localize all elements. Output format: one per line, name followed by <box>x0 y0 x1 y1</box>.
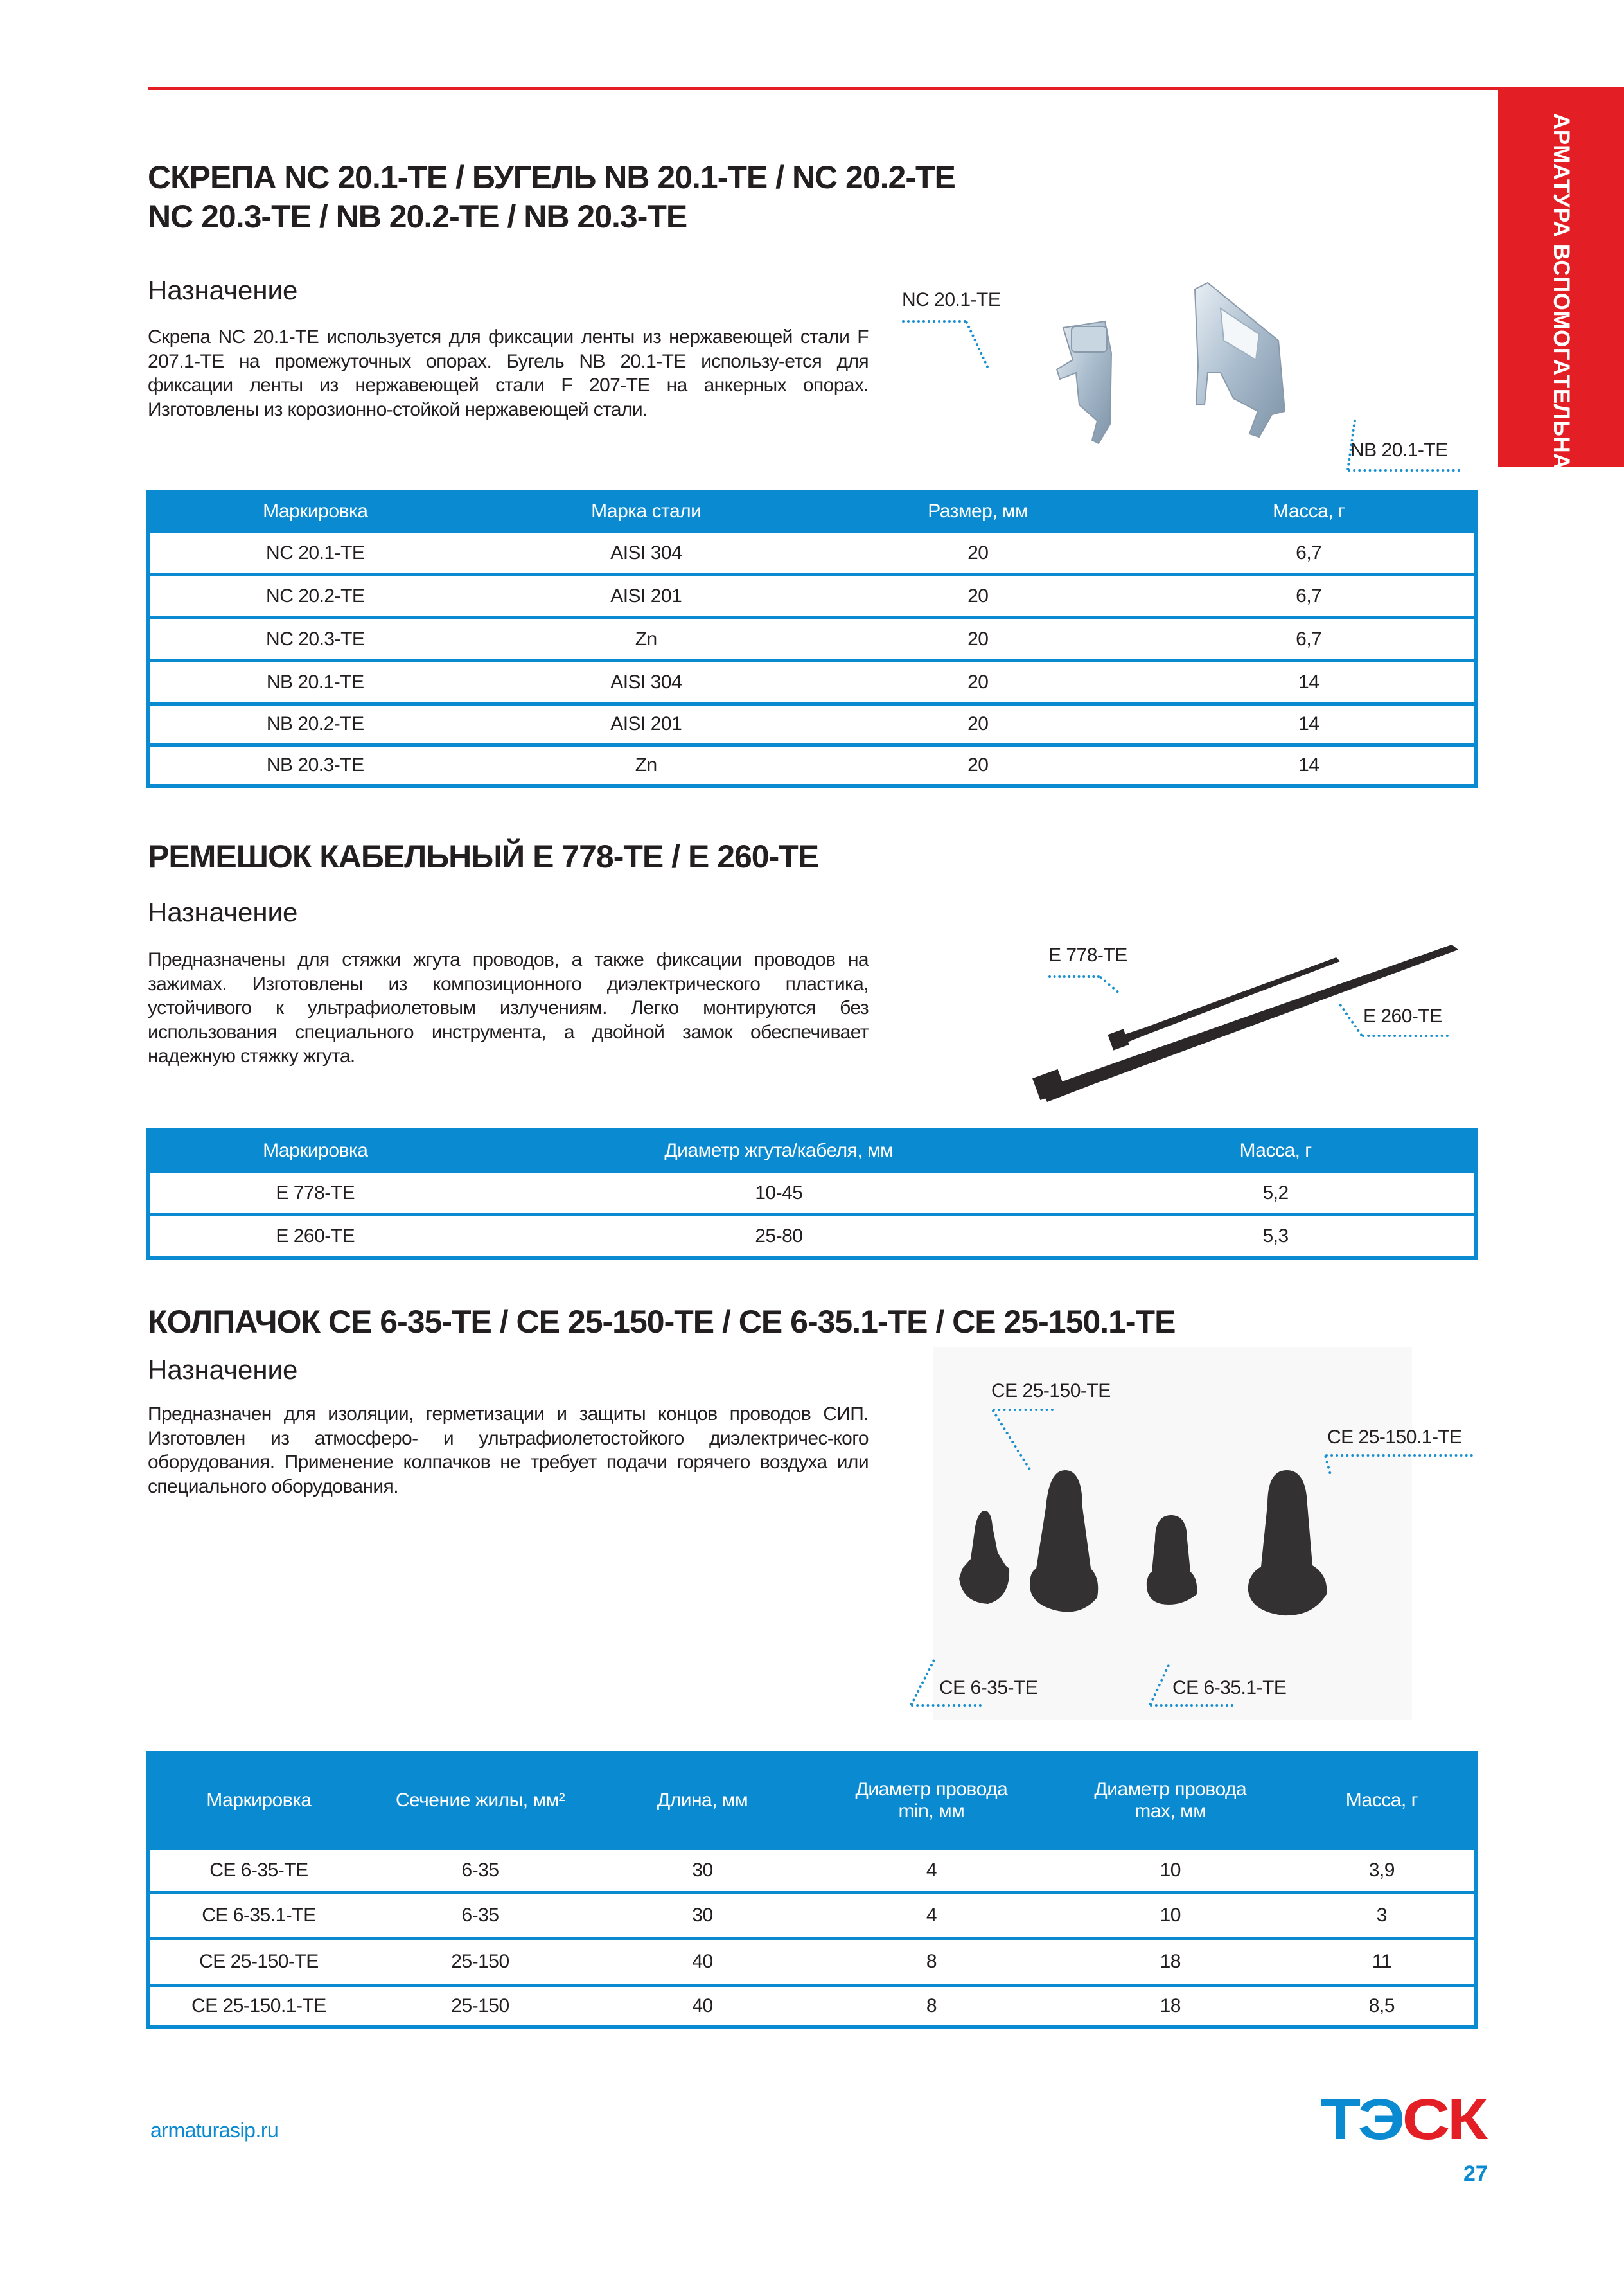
logo-part-red: СК <box>1402 2088 1485 2152</box>
tesk-logo <box>1320 2088 1485 2152</box>
section-side-tab <box>1498 87 1624 486</box>
cell-marking: CE 6-35.1-TE <box>148 1892 367 1938</box>
table-row <box>148 1848 1476 1892</box>
cell-wire-diameter-max: 10 <box>1051 1892 1290 1938</box>
col-header-wire-diameter-max-line-2: max, мм <box>1134 1800 1206 1822</box>
table-row <box>148 1938 1476 1985</box>
cell-marking: CE 25-150.1-TE <box>148 1985 367 2027</box>
callout-ce6351-leader-horizontal <box>1150 1704 1233 1707</box>
col-header-wire-diameter-min-line-2: min, мм <box>898 1800 965 1822</box>
cell-mass: 3 <box>1290 1892 1476 1938</box>
table-header-row <box>148 492 1476 531</box>
cell-marking: NB 20.2-TE <box>148 704 481 745</box>
col-header-mass: Масса, г <box>1077 1130 1476 1171</box>
col-header-wire-diameter-max-line-1: Диаметр провода <box>1094 1779 1247 1800</box>
callout-nc-leader-horizontal <box>902 320 966 323</box>
cell-mass: 11 <box>1290 1938 1476 1985</box>
cell-wire-diameter-max: 10 <box>1051 1848 1290 1892</box>
table-row <box>148 574 1476 618</box>
callout-ce-6-35: CE 6-35-TE <box>939 1677 1038 1698</box>
cell-cross-section: 6-35 <box>367 1892 593 1938</box>
col-header-wire-diameter-min <box>812 1753 1051 1848</box>
side-tab-label: АРМАТУРА ВСПОМОГАТЕЛЬНАЯ <box>1549 113 1574 486</box>
section-3-title-line-1: КОЛПАЧОК CE 6-35-TE / CE 25-150-TE / CE 6-35.1-TE / CE 25-150.1-TE <box>148 1304 1176 1340</box>
callout-e778-leader-horizontal <box>1048 975 1100 978</box>
callout-nc-leader-diagonal <box>965 321 989 368</box>
cell-marking: NC 20.3-TE <box>148 618 481 661</box>
cell-marking: CE 25-150-TE <box>148 1938 367 1985</box>
section-1-title-line-2: NC 20.3-TE / NB 20.2-TE / NB 20.3-TE <box>148 199 687 235</box>
table-row <box>148 745 1476 786</box>
table-row <box>148 1214 1476 1258</box>
cell-steel-grade: Zn <box>481 745 813 786</box>
col-header-wire-diameter-max <box>1051 1753 1290 1848</box>
caps-spec-table <box>146 1751 1478 2029</box>
section-2-description: Предназначены для стяжки жгута проводов, а также фиксации проводов на зажимах. Изготовлены из композиционного диэлектрического пластика, устойчивого к ультрафиолетовым излучениям. Легко монтируются без использования специального инструмента, а двойной замок обеспечивает надежную стяжку жгута. <box>148 949 869 1067</box>
table-row <box>148 1892 1476 1938</box>
table-header-row <box>148 1753 1476 1848</box>
table-header-row <box>148 1130 1476 1171</box>
col-header-mass: Масса, г <box>1290 1753 1476 1848</box>
cell-size: 20 <box>812 574 1144 618</box>
section-1-subheading: Назначение <box>148 275 298 305</box>
cell-bundle-diameter: 25-80 <box>481 1214 1078 1258</box>
cell-mass: 6,7 <box>1144 618 1476 661</box>
cell-mass: 14 <box>1144 661 1476 704</box>
callout-ce-6-35-1: CE 6-35.1-TE <box>1172 1677 1287 1698</box>
cell-mass: 14 <box>1144 745 1476 786</box>
callout-ce-25-150: CE 25-150-TE <box>991 1380 1111 1401</box>
cell-cross-section: 6-35 <box>367 1848 593 1892</box>
callout-ce-25-150-1: CE 25-150.1-TE <box>1327 1427 1462 1448</box>
cell-size: 20 <box>812 704 1144 745</box>
section-2-title-line-1: РЕМЕШОК КАБЕЛЬНЫЙ Е 778-ТЕ / Е 260-ТЕ <box>148 839 819 875</box>
logo-part-blue: ТЭ <box>1320 2088 1402 2152</box>
cell-bundle-diameter: 10-45 <box>481 1171 1078 1214</box>
caps-product-photo <box>933 1347 1412 1720</box>
cell-length: 30 <box>593 1848 812 1892</box>
cell-cross-section: 25-150 <box>367 1985 593 2027</box>
clamp-spec-table <box>146 490 1478 788</box>
cell-mass: 6,7 <box>1144 531 1476 574</box>
table-row <box>148 1985 1476 2027</box>
cell-marking: NB 20.3-TE <box>148 745 481 786</box>
cell-steel-grade: AISI 201 <box>481 704 813 745</box>
section-1-title-line-1: СКРЕПА NC 20.1-TE / БУГЕЛЬ NB 20.1-TE / NC 20.2-TE <box>148 159 955 195</box>
cell-steel-grade: AISI 304 <box>481 661 813 704</box>
section-3-description: Предназначен для изоляции, герметизации и защиты концов проводов СИП. Изготовлен из атмосферо- и ультрафиолетостойкого диэлектричес-кого оборудования. Применение колпачков не требует подачи горячего воздуха или специального оборудования. <box>148 1403 869 1497</box>
top-red-rule <box>148 87 1498 90</box>
cell-steel-grade: AISI 304 <box>481 531 813 574</box>
section-2-subheading: Назначение <box>148 897 298 927</box>
section-1-title <box>148 158 955 236</box>
cell-mass: 5,2 <box>1077 1171 1476 1214</box>
cell-wire-diameter-max: 18 <box>1051 1985 1290 2027</box>
clamp-product-photo <box>1002 276 1362 469</box>
callout-e-778: E 778-TE <box>1048 945 1127 966</box>
section-1-description: Скрепа NC 20.1-ТЕ используется для фиксации ленты из нержавеющей стали F 207.1-TE на промежуточных опорах. Бугель NB 20.1-TE использу-ется для фиксации ленты из нержавеющей стали F 207-TE на анкерных опорах. Изготовлены из корозионно-стойкой нержавеющей стали. <box>148 326 869 420</box>
table-row <box>148 704 1476 745</box>
section-3-title <box>148 1303 1175 1342</box>
cell-length: 40 <box>593 1938 812 1985</box>
cell-size: 20 <box>812 745 1144 786</box>
section-3-subheading: Назначение <box>148 1355 298 1385</box>
table-row <box>148 1171 1476 1214</box>
cell-marking: NC 20.2-TE <box>148 574 481 618</box>
cell-marking: E 260-TE <box>148 1214 481 1258</box>
col-header-mass: Масса, г <box>1144 492 1476 531</box>
cell-mass: 8,5 <box>1290 1985 1476 2027</box>
callout-ce635-leader-horizontal <box>911 1704 982 1707</box>
cell-length: 40 <box>593 1985 812 2027</box>
cell-length: 30 <box>593 1892 812 1938</box>
cell-size: 20 <box>812 531 1144 574</box>
col-header-steel-grade: Марка стали <box>481 492 813 531</box>
cell-marking: NC 20.1-TE <box>148 531 481 574</box>
cell-mass: 14 <box>1144 704 1476 745</box>
cell-steel-grade: Zn <box>481 618 813 661</box>
cell-steel-grade: AISI 201 <box>481 574 813 618</box>
cell-marking: CE 6-35-TE <box>148 1848 367 1892</box>
cell-mass: 6,7 <box>1144 574 1476 618</box>
table-row <box>148 618 1476 661</box>
col-header-cross-section: Сечение жилы, мм² <box>367 1753 593 1848</box>
callout-nb-leader-horizontal <box>1348 469 1460 472</box>
cell-wire-diameter-max: 18 <box>1051 1938 1290 1985</box>
section-2-title <box>148 837 818 876</box>
cell-wire-diameter-min: 8 <box>812 1938 1051 1985</box>
cell-marking: NB 20.1-TE <box>148 661 481 704</box>
cell-wire-diameter-min: 4 <box>812 1848 1051 1892</box>
callout-nc-20-1: NC 20.1-TE <box>902 289 1001 310</box>
table-row <box>148 531 1476 574</box>
callout-ce25150-leader-horizontal <box>993 1409 1054 1411</box>
col-header-length: Длина, мм <box>593 1753 812 1848</box>
caps-illustration-icon <box>933 1347 1412 1720</box>
page-number: 27 <box>1463 2162 1488 2186</box>
cell-mass: 5,3 <box>1077 1214 1476 1258</box>
cell-wire-diameter-min: 8 <box>812 1985 1051 2027</box>
cell-size: 20 <box>812 661 1144 704</box>
cell-wire-diameter-min: 4 <box>812 1892 1051 1938</box>
col-header-size: Размер, мм <box>812 492 1144 531</box>
callout-e260-leader-horizontal <box>1362 1035 1449 1037</box>
callout-ce635-leader-diagonal <box>910 1659 935 1706</box>
cell-marking: E 778-TE <box>148 1171 481 1214</box>
callout-e-260: E 260-TE <box>1363 1006 1442 1027</box>
table-row <box>148 661 1476 704</box>
cell-mass: 3,9 <box>1290 1848 1476 1892</box>
clamp-illustration-icon <box>1002 276 1362 469</box>
col-header-marking: Маркировка <box>148 492 481 531</box>
col-header-marking: Маркировка <box>148 1753 367 1848</box>
cable-tie-spec-table <box>146 1128 1478 1260</box>
col-header-bundle-diameter: Диаметр жгута/кабеля, мм <box>481 1130 1078 1171</box>
col-header-marking: Маркировка <box>148 1130 481 1171</box>
callout-nb-20-1: NB 20.1-TE <box>1350 440 1448 461</box>
cell-cross-section: 25-150 <box>367 1938 593 1985</box>
website-link[interactable]: armaturasip.ru <box>150 2119 279 2142</box>
callout-ce251501-leader-horizontal <box>1325 1454 1473 1457</box>
col-header-wire-diameter-min-line-1: Диаметр провода <box>855 1779 1008 1800</box>
cell-size: 20 <box>812 618 1144 661</box>
